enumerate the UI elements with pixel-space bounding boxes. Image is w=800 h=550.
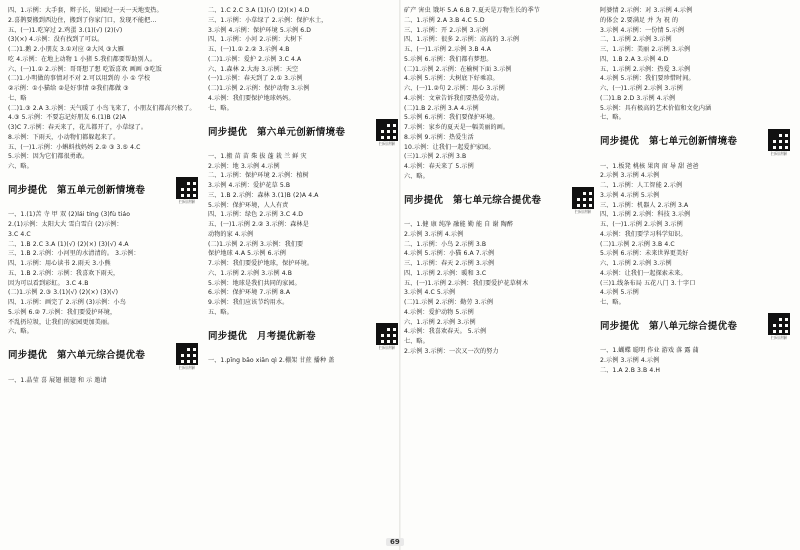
answer-line: ②示例：①小猫给 ②是好事情 ②我们都做 ③: [8, 85, 129, 92]
answer-line: 2.示例 3.示例 4.示例: [600, 172, 660, 180]
answer-line: 8.示例：下雨天，小动物们都躲起来了。: [8, 133, 120, 141]
section-title: 同步提优 第八单元综合提优卷: [600, 321, 738, 333]
answer-line: 六、略。: [404, 172, 429, 180]
column-1: [8, 6, 198, 530]
answer-line: 六、略。: [8, 328, 33, 336]
answer-line: 五、略。: [208, 308, 233, 316]
qr-code: [376, 119, 398, 147]
qr-code: [572, 187, 594, 215]
section-title: 同步提优 第七单元创新情境卷: [600, 136, 738, 148]
answer-line: (二)1.示例 2.③ 3.(1)(√) (2)(×) (3)(√): [8, 289, 119, 297]
answer-line: 四、1.示例：绿色 2.示例 3.C 4.D: [208, 211, 304, 219]
section-header: [600, 313, 790, 341]
answer-line: 4.示例：我喜欢春天。 5.示例: [404, 328, 487, 336]
answer-line: 三、1.示例：机器人 2.示例 3.A: [600, 201, 689, 209]
answer-line: 二、1.示例 2.A 3.B 4.C 5.D: [404, 16, 485, 24]
answer-line: 一、1.(1)苦 寺 甲 双 (2)lái tíng (3)fù tiáo: [8, 211, 131, 219]
answer-line: 二、1.示例：保护环境 2.示例：植树: [208, 172, 309, 180]
answer-line: 动物的家 4.示例: [208, 230, 254, 238]
answer-line: 2.示例 3.示例 4.示例: [404, 230, 464, 238]
answer-line: 五、(一)1.示例：小蝌蚪找妈妈 2.② ③ 3.⑤ 4.C: [8, 143, 141, 151]
answer-line: 5.示例：地球是我们共同的家园。: [208, 279, 301, 287]
qr-caption: 扫码讲解: [178, 199, 196, 205]
section-header: [8, 343, 198, 371]
answer-line: 因为可以看到彩虹。 3.C 4.B: [8, 279, 89, 287]
answer-line: (二)1.③ 2.A 3.示例：天气暖了 小鸟飞来了，小朋友们都高兴极了。: [8, 104, 196, 112]
answer-line: 四、1.示例：用心读书 2.雨天 3.小熊: [8, 260, 111, 268]
qr-caption: 扫码讲解: [574, 209, 592, 214]
section-title: 同步提优 第七单元综合提优卷: [404, 194, 542, 206]
column-3: [404, 6, 594, 530]
answer-line: 四、1.示例 2.示例：科技 3.示例: [600, 211, 691, 219]
answer-line: 一、1.晶莹 喜 展翅 振翅 和 示 邀请: [8, 376, 107, 384]
answer-line: (二)1.鹅 2.小朋友 3.①对应 ②大风 ③大雁: [8, 46, 124, 53]
section-title: 同步提优 第六单元综合提优卷: [8, 350, 146, 362]
answer-line: 五、(一)1.① 2.② 3.示例 4.B: [208, 46, 290, 53]
answer-line: 二、1.C 2.C 3.A (1)(√) (2)(×) 4.D: [208, 7, 310, 14]
answer-line: 7.示例：我们要爱护地球，保护环境。: [208, 260, 314, 268]
answer-line: 4.示例：文章告诉我们要热爱劳动。: [404, 94, 503, 102]
answer-line: 一、1.pīng bāo xiān qì 2.棚架 甘蔗 播种 盖: [208, 357, 335, 365]
answer-line: (三)1.示例 2.示例 3.B: [404, 153, 467, 161]
qr-code-icon: [768, 129, 790, 151]
answer-line: 4.示例 5.示例：我们要珍惜时间。: [600, 75, 695, 83]
answer-line: 5.示例：保护环境，人人有责: [208, 201, 289, 209]
answer-line: 五、(一)1.示例 2.② 3.示例：森林是: [208, 221, 309, 229]
answer-line: 三、1.示例：小草绿了 2.示例：保护水土，: [208, 16, 328, 24]
answer-line: 二、1.B 2.C 3.A (1)(√) (2)(×) (3)(√) 4.A: [8, 240, 129, 248]
answer-line: 三、1.B 2.示例：小河里的水清清的。 3.示例：: [8, 250, 140, 258]
answer-line: 2.示例 3.示例 4.示例: [600, 357, 660, 365]
answer-line: 四、1.示例：大手套，辫子长，果园过一天一天地变热。: [8, 7, 163, 14]
answer-line: 六、1.森林 2.大海 3.示例：天空: [208, 65, 299, 73]
answer-line: 七、略: [8, 94, 27, 102]
answer-line: 2.(1)示例：太阳大大 雪白雪白 (2)示例：: [8, 221, 123, 229]
answer-line: 六、1.示例 2.示例 3.示例 4.B: [208, 269, 292, 277]
answer-line: 七、略。: [600, 114, 625, 122]
answer-line: 5.示例 6.示例：我们都有梦想。: [404, 55, 493, 63]
answer-line: 五、1.B 2.示例：示例：我喜欢下雨天，: [8, 269, 120, 277]
answer-line: 五、(一)1.吃穿过 2.鸡蛋 3.(1)(√) (2)(√): [8, 26, 123, 34]
answer-line: 五、(一)1.示例 2.示例：我们要爱护花草树木: [404, 279, 529, 287]
qr-code-icon: [572, 187, 594, 209]
answer-line: (二)1.示例：爱护 2.示例 3.C 4.A: [208, 55, 302, 63]
answer-line: 4.示例：我们要学习科学知识。: [600, 230, 687, 238]
answer-line: 六、(一)1.②句 2.示例：用心 3.示例: [404, 85, 505, 92]
qr-code: [376, 323, 398, 351]
answer-line: 7.示例：家乡的夏天是一幅美丽的画。: [404, 124, 510, 131]
answer-line: 3.示例 4.C 5.示例: [404, 289, 456, 297]
answer-line: 二、1.示例：人工智能 2.示例: [600, 182, 683, 190]
answer-line: 五、1.示例 2.示例：热爱 3.示例: [600, 65, 691, 73]
answer-line: 10.示例：让我们一起爱护家园。: [404, 143, 495, 151]
answer-line: 三、1.B 2.示例：森林 3.(1)B (2)A 4.A: [208, 191, 319, 199]
qr-code: [176, 343, 198, 371]
answer-line: 3.示例 4.示例：一份情 5.示例: [600, 26, 685, 34]
answer-line: (三)1.线条布局 五花八门 3.十字口: [600, 279, 696, 287]
answer-line: 阿婆情 2.示例：对 3.示例 4.示例: [600, 7, 693, 14]
answer-line: (二)1.示例 2.示例 3.示例：我们要: [208, 240, 304, 248]
qr-code: [176, 177, 198, 205]
qr-code-icon: [376, 119, 398, 141]
answer-line: 6.示例：保护环境 7.示例 8.A: [208, 289, 291, 297]
column-4: [600, 6, 790, 530]
qr-caption: 扫码讲解: [378, 140, 396, 146]
answer-line: 不乱扔垃圾，让我们的家园更加美丽。: [8, 318, 114, 326]
answer-line: 七、略。: [404, 338, 429, 346]
answer-line: 4.示例：我们要保护地球妈妈。: [208, 94, 295, 102]
answer-line: (二)1.B 2.示例 3.A 4.示例: [404, 104, 479, 112]
answer-line: 五、(一)1.示例 2.示例 3.示例: [600, 221, 683, 229]
answer-line: 三、1.示例：春天 2.示例 3.示例: [404, 260, 495, 268]
answer-line: 3.C 4.C: [8, 230, 31, 238]
answer-line: 8.示例 9.示例：热爱生活: [404, 133, 474, 141]
section-title: 同步提优 月考提优新卷: [208, 330, 316, 342]
answer-line: 4.③ 5.示例：不要忘记好朋友 6.(1)B (2)A: [8, 114, 127, 122]
answer-line: (二)1.示例 2.示例 3.B 4.C: [600, 240, 675, 248]
answer-line: 二、1.示例：小鸟 2.示例 3.B: [404, 240, 487, 248]
answer-line: 四、1.示例 2.示例：暖和 3.C: [404, 269, 487, 277]
answer-line: 5.示例 6.示例：我们要保护环境。: [404, 114, 499, 122]
answer-line: 的体会 2.要满足 并 为 祝 的: [600, 16, 679, 24]
answer-line: (二)1.示例 2.示例：保护动物 3.示例: [208, 85, 310, 92]
answer-line: 五、(一)1.示例 2.示例 3.B 4.A: [404, 46, 492, 53]
answer-line: 三、1.示例：美丽 2.示例 3.示例: [600, 46, 691, 53]
qr-caption: 扫码讲解: [770, 150, 788, 156]
answer-line: (二)1.B 2.D 3.示例 4.示例: [600, 94, 676, 102]
answer-line: (二)1.示例 2.示例：勤劳 3.示例: [404, 299, 494, 307]
answer-line: 4.示例 5.示例: [600, 289, 639, 297]
center-fold: [399, 0, 401, 550]
answer-line: (二)1.小明做的事情对不对 2.可以用到的 小 ① 学校: [8, 75, 151, 83]
answer-line: 4.示例：让我们一起探索未来。: [600, 269, 687, 277]
answer-line: 六、1.示例 2.示例 3.示例: [600, 260, 672, 268]
column-2: [208, 6, 398, 530]
answer-line: 5.示例 6.② 7.示例：我们要爱护环境，: [8, 308, 117, 316]
qr-code: [768, 129, 790, 157]
qr-code-icon: [176, 177, 198, 199]
answer-line: 保护地球 4.A 5.示例 6.示例: [208, 250, 286, 258]
answer-line: 六、1.示例 2.示例 3.示例: [404, 318, 476, 326]
answer-line: 三、1.示例：开 2.示例 3.示例: [404, 26, 489, 34]
answer-line: 4.示例 5.示例：大树底下好乘凉。: [404, 75, 499, 83]
answer-line: (3)C 7.示例：春天来了，花儿都开了，小草绿了。: [8, 124, 148, 131]
qr-caption: 扫码讲解: [770, 335, 788, 341]
answer-line: 5.示例：因为它们都很勇敢。: [8, 153, 89, 161]
answer-line: 3.示例 4.示例：保护环境 5.示例 6.D: [208, 26, 312, 34]
answer-line: 2.喜鹊要搬到西边住，搬到了你家门口，发现不能把...: [8, 16, 157, 24]
answer-line: 二、1.示例 2.示例 3.示例: [600, 36, 672, 44]
qr-code-icon: [176, 343, 198, 365]
answer-line: 四、1.示例：很多 2.示例：高高的 3.示例: [404, 36, 520, 44]
answer-line: 9.示例：我们应该节约用水。: [208, 299, 289, 307]
answer-line: 一、1.板凳 桃核 果肉 窗 导 甜 爸爸: [600, 162, 699, 170]
answer-line: 七、略。: [600, 299, 625, 307]
section-header: [208, 323, 398, 351]
section-title: 同步提优 第五单元创新情境卷: [8, 185, 146, 197]
answer-line: 矿产 害虫 饿坏 5.A 6.B 7.夏天是万物生长的季节: [404, 7, 540, 14]
answer-line: 2.示例：地 3.示例 4.示例: [208, 162, 280, 170]
qr-code-icon: [768, 313, 790, 335]
answer-line: (一)1.示例：春天到了 2.① 3.示例: [208, 75, 303, 83]
section-header: [208, 119, 398, 147]
section-title: 同步提优 第六单元创新情境卷: [208, 126, 346, 138]
answer-line: 六、(一)1.示例 2.示例 3.示例: [600, 85, 683, 92]
answer-line: 六、(一)1.① 2.示例：哥哥想了想 吃饭喜欢 画画 ③吃饭: [8, 65, 162, 73]
answer-line: 3.示例 4.示例 5.示例: [600, 191, 660, 199]
answer-line: 4.示例 5.示例：小猫 6.A 7.示例: [404, 250, 495, 258]
answer-line: 四、1.示例：小河 2.示例：大树下: [208, 36, 303, 44]
answer-line: 四、1.示例：画完了 2.示例 (3)示例：小鸟: [8, 299, 126, 307]
qr-caption: 扫码讲解: [178, 364, 196, 370]
section-header: [600, 129, 790, 157]
answer-line: 4.示例：春天来了 5.示例: [404, 163, 474, 170]
answer-line: 吃 4.示例：在地上动物 1 小猪 5.我们都要帮助别人。: [8, 55, 157, 63]
answer-line: 七、略。: [208, 104, 233, 112]
section-header: [404, 187, 594, 215]
answer-line: (3)(×) 4.示例：没有找到了可以。: [8, 36, 104, 44]
answer-line: 一、1.蝴蝶 聪明 作业 游戏 落 露 蒲: [600, 347, 699, 355]
qr-code-icon: [376, 323, 398, 345]
answer-line: 二、1.A 2.B 3.B 4.H: [600, 366, 661, 374]
answer-line: 4.示例：爱护动物 5.示例: [404, 308, 474, 316]
answer-line: 3.示例 4.示例：爱护花草 5.B: [208, 182, 291, 190]
answer-line: 一、1.搬 苗 苗 柴 拔 蓬 栽 兰 鲜 灾: [208, 152, 307, 160]
answer-line: 5.示例：具有极高的艺术价值和文化内涵: [600, 104, 712, 112]
answer-line: 一、1.健 康 纯净 融能 勤 能 自 谢 陶醉: [404, 221, 514, 229]
section-header: [8, 177, 198, 205]
answer-line: 5.示例 6.示例：未来世界更美好: [600, 250, 689, 258]
answer-line: 2.示例 3.示例：一次又一次的努力: [404, 347, 499, 355]
answer-line: (二)1.示例 2.示例：在榆树下面 3.示例: [404, 65, 512, 73]
answer-line: 六、略。: [8, 163, 33, 170]
page-number: 69: [386, 538, 404, 546]
qr-caption: 扫码讲解: [378, 345, 396, 351]
qr-code: [768, 313, 790, 341]
answer-line: 四、1.B 2.A 3.示例 4.D: [600, 55, 669, 63]
